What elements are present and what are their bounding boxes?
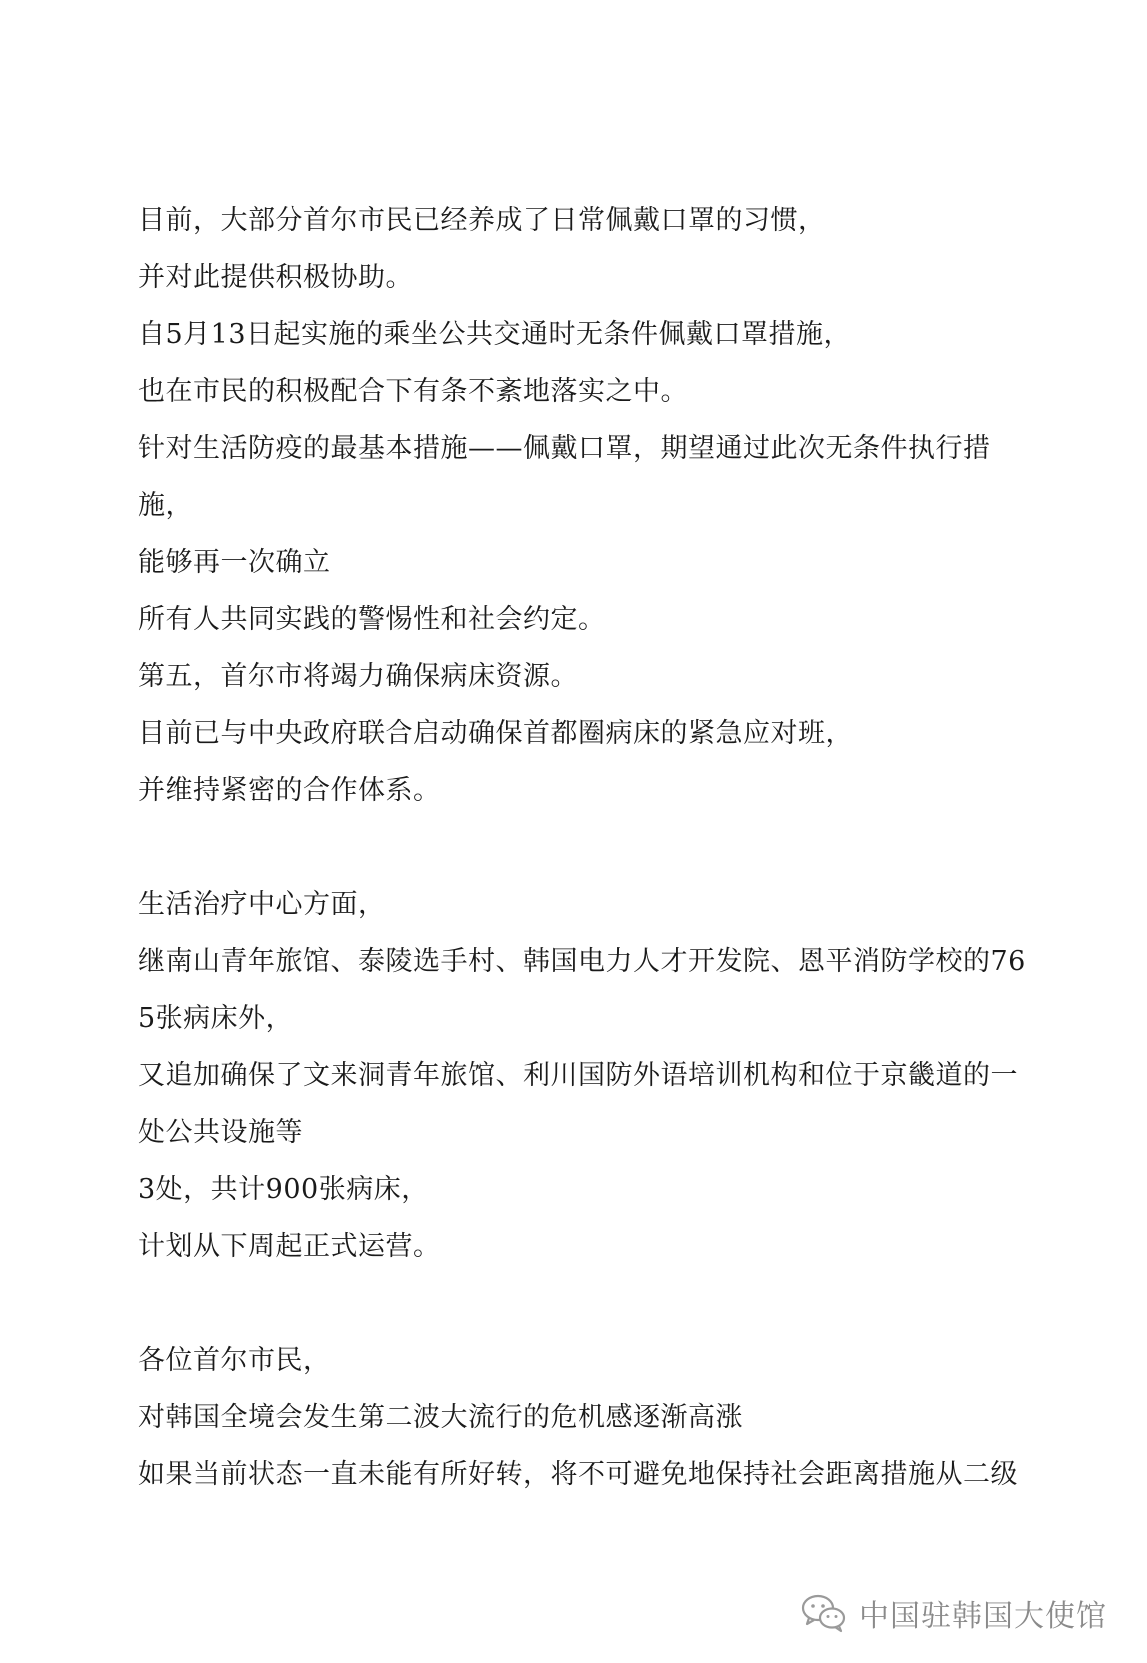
text-line: 能够再一次确立	[138, 547, 331, 578]
document-body	[138, 192, 1048, 1503]
text-line: 也在市民的积极配合下有条不紊地落实之中。	[138, 376, 688, 407]
wechat-icon	[801, 1593, 847, 1633]
text-line: 自5月13日起实施的乘坐公共交通时无条件佩戴口罩措施，	[138, 319, 852, 350]
text-line: 目前已与中央政府联合启动确保首都圈病床的紧急应对班，	[138, 718, 853, 749]
text-line: 目前，大部分首尔市民已经养成了日常佩戴口罩的习惯，	[138, 205, 826, 236]
text-line: 针对生活防疫的最基本措施——佩戴口罩，期望通过此次无条件执行措	[138, 433, 991, 464]
text-line: 5张病床外，	[138, 1003, 294, 1034]
text-line: 并维持紧密的合作体系。	[138, 775, 441, 806]
text-line: 生活治疗中心方面，	[138, 889, 386, 920]
text-line: 3处，共计900张病床，	[138, 1174, 429, 1205]
text-line: 所有人共同实践的警惕性和社会约定。	[138, 604, 606, 635]
paragraph-break	[138, 1275, 1048, 1332]
text-line: 对韩国全境会发生第二波大流行的危机感逐渐高涨	[138, 1402, 743, 1433]
text-line: 继南山青年旅馆、泰陵选手村、韩国电力人才开发院、恩平消防学校的76	[138, 946, 1026, 977]
text-line: 第五，首尔市将竭力确保病床资源。	[138, 661, 578, 692]
text-line: 并对此提供积极协助。	[138, 262, 413, 293]
text-line: 各位首尔市民，	[138, 1345, 331, 1376]
text-line: 处公共设施等	[138, 1117, 303, 1148]
paragraph-break	[138, 819, 1048, 876]
watermark-text: 中国驻韩国大使馆	[859, 1599, 1107, 1634]
text-line: 施，	[138, 490, 193, 521]
text-line: 如果当前状态一直未能有所好转，将不可避免地保持社会距离措施从二级	[138, 1459, 1018, 1490]
watermark	[801, 1591, 1107, 1635]
text-line: 计划从下周起正式运营。	[138, 1231, 441, 1262]
text-line: 又追加确保了文来洞青年旅馆、利川国防外语培训机构和位于京畿道的一	[138, 1060, 1018, 1091]
